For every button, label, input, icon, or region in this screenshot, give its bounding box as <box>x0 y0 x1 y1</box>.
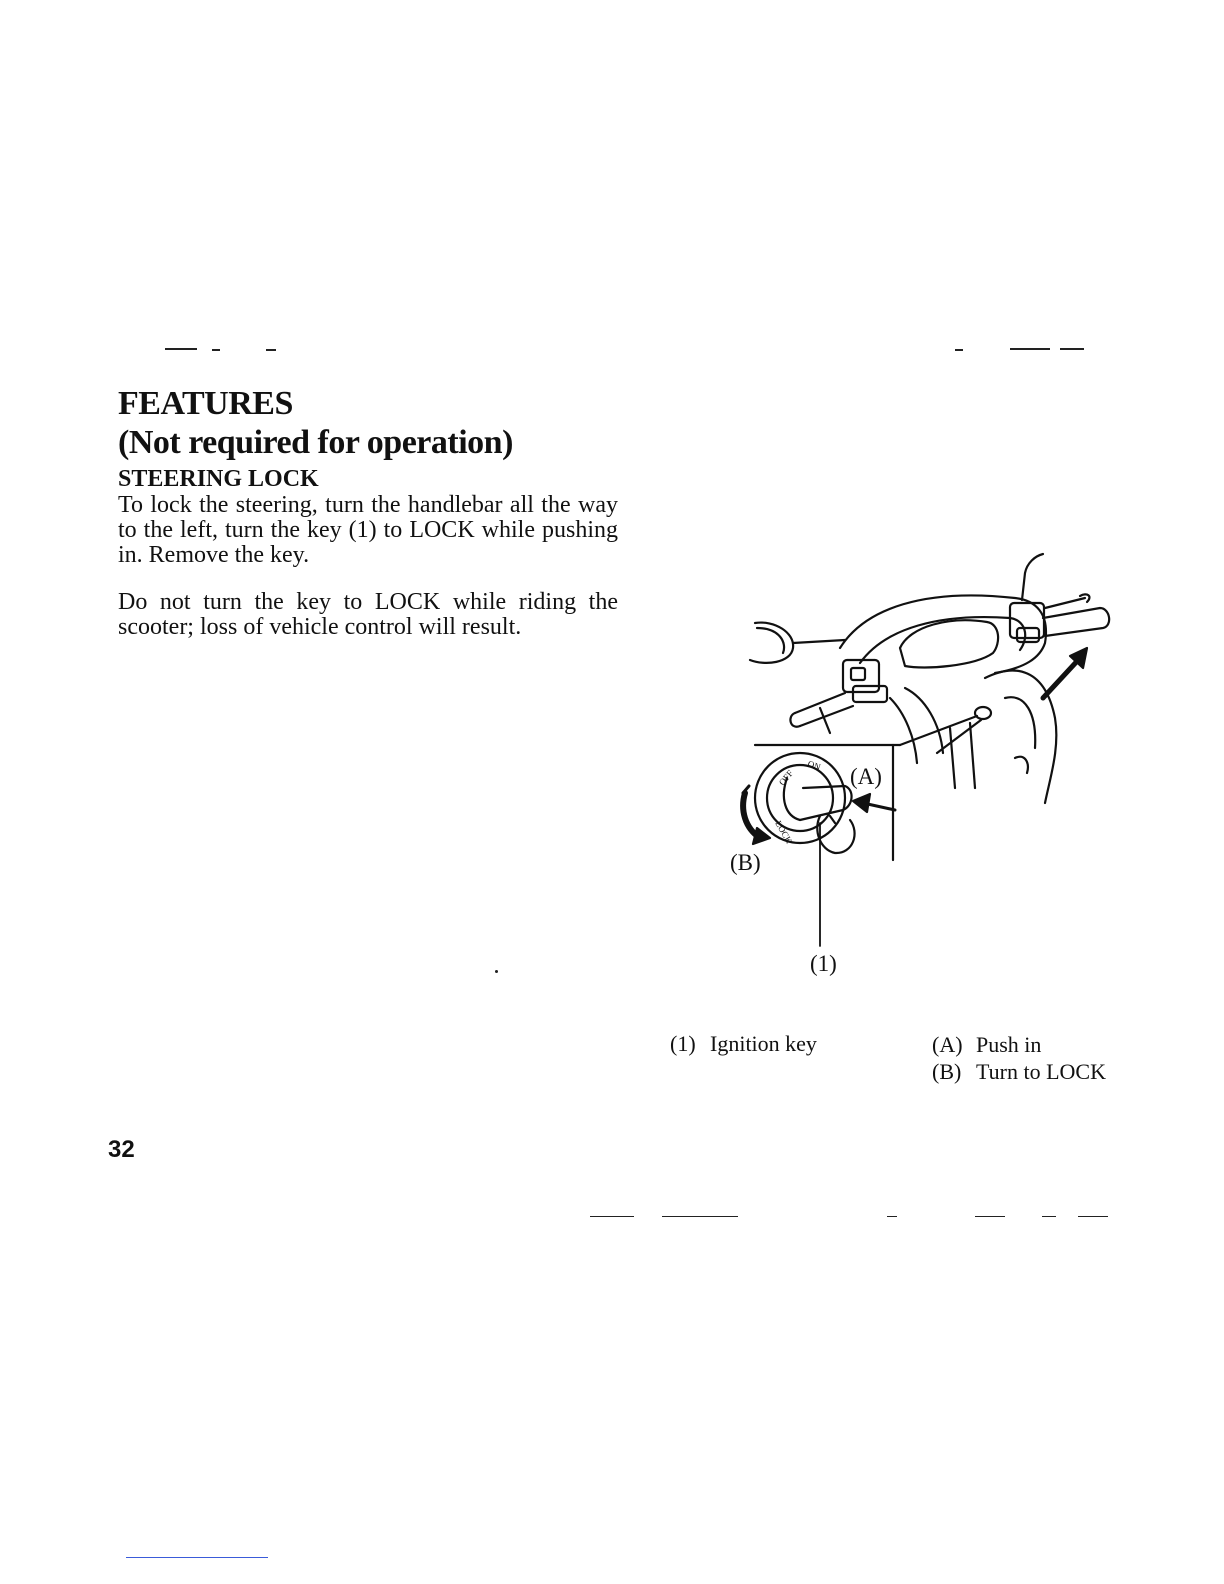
legend-text: Ignition key <box>710 1031 817 1056</box>
bottom-blue-line <box>126 1557 268 1558</box>
scan-artifact-top-right <box>955 349 963 351</box>
legend-ignition-key <box>670 1030 817 1058</box>
scan-artifact-bottom <box>887 1216 897 1217</box>
steering-lock-illustration <box>725 548 1125 988</box>
page-number: 32 <box>108 1136 135 1163</box>
scan-artifact-bottom <box>975 1216 1005 1217</box>
section-title: FEATURES <box>118 385 293 422</box>
scooter-handlebar-drawing <box>725 548 1125 988</box>
legend-push-in <box>932 1031 1041 1059</box>
legend-code: (1) <box>670 1031 696 1056</box>
scan-artifact-top-left <box>165 348 197 350</box>
section-subtitle: (Not required for operation) <box>118 424 513 461</box>
legend-text: Turn to LOCK <box>976 1059 1106 1084</box>
scan-artifact-top-right <box>1060 348 1084 350</box>
scan-speck <box>495 970 498 973</box>
scan-artifact-top-left <box>212 349 220 351</box>
scan-artifact-bottom <box>590 1216 634 1217</box>
steering-lock-heading: STEERING LOCK <box>118 466 319 492</box>
callout-1: (1) <box>810 951 837 976</box>
scan-artifact-bottom <box>1042 1216 1056 1217</box>
callout-b: (B) <box>730 850 761 875</box>
switch-mark-off: OFF <box>776 768 796 788</box>
steering-lock-warning: Do not turn the key to LOCK while riding the scooter; loss of vehicle control will result. <box>118 589 618 640</box>
scan-artifact-bottom <box>1078 1216 1108 1217</box>
legend-text: Push in <box>976 1032 1042 1057</box>
scan-artifact-top-right <box>1010 348 1050 350</box>
scan-artifact-top-left <box>266 349 276 351</box>
scan-artifact-bottom <box>662 1216 738 1217</box>
legend-turn-to-lock <box>932 1058 1106 1086</box>
switch-mark-on: ON <box>806 758 822 773</box>
steering-lock-instructions: To lock the steering, turn the handlebar all the way to the left, turn the key (1) to LOCK while pushing in. Remove the key. <box>118 492 618 568</box>
switch-mark-lock: LOCK <box>773 819 795 846</box>
callout-a: (A) <box>850 764 882 789</box>
legend-code: (A) <box>932 1032 963 1057</box>
text-column <box>118 385 618 640</box>
legend-code: (B) <box>932 1059 962 1084</box>
